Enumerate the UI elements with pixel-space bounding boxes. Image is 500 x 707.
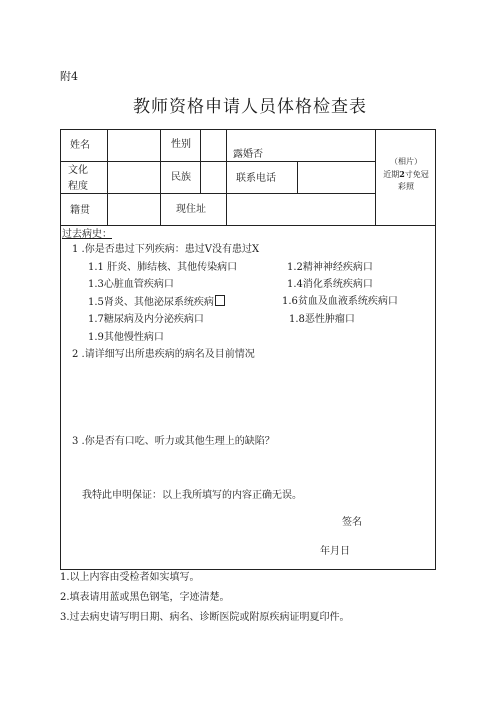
photo-placeholder [376, 156, 436, 193]
table-left-border [60, 129, 61, 570]
photo-line-2-pre: 近期 [383, 170, 400, 179]
history-question-2: 2 .请详细写出所患疾病的病名及目前情况 [72, 349, 255, 360]
history-question-3: 3 .你是否有口吃、听力或其他生理上的缺陷？ [72, 436, 275, 447]
gender-label: 性别 [171, 139, 191, 150]
note-2: 2.填表请用蓝或黑色钢笔，字迹清楚。 [60, 592, 230, 603]
form-title: 教师资格申请人员体格检查表 [133, 97, 367, 117]
disease-item-1-9: 1.9其他慢性病口 [88, 332, 164, 343]
history-heading: 过去病史： [62, 229, 112, 240]
table-top-border [60, 129, 436, 130]
phone-label: 联系电话 [236, 173, 276, 184]
note-3: 3.过去病史请写明日期、病名、诊断医院或附原疾病证明夏印件。 [60, 612, 350, 623]
attachment-label: 附4 [60, 70, 78, 83]
ethnicity-label: 民族 [171, 172, 191, 183]
declaration-text: 我特此申明保证：以上我所填写的内容正确无误。 [82, 490, 302, 501]
disease-item-1-4: 1.4消化系统疾病口 [287, 279, 373, 290]
photo-line-2-post: 寸免冠 [404, 170, 429, 179]
photo-line-1: （相片） [390, 157, 422, 166]
disease-item-1-5-label: 1.5肾炎、其他泌尿系统疾病 [88, 297, 214, 308]
date-label: 年月日 [320, 546, 350, 557]
col-divider-3 [200, 129, 201, 193]
photo-line-2-size: 2 [399, 169, 405, 179]
disease-item-1-8: 1.8恶性肿瘤口 [289, 314, 355, 325]
history-box-bottom-border [60, 569, 436, 570]
address-label: 现住址 [176, 204, 206, 215]
disease-item-1-5-checkbox[interactable] [215, 295, 225, 306]
col-divider-5 [297, 161, 298, 193]
note-1: 1.以上内容由受检者如实填写。 [60, 572, 200, 583]
table-right-border [435, 129, 436, 570]
photo-line-2 [376, 168, 436, 181]
disease-item-1-3: 1.3心脏血管疾病口 [88, 279, 174, 290]
disease-item-1-6: 1.6贫血及血液系统疾病口 [282, 296, 398, 307]
education-label-2: 程度 [68, 181, 88, 192]
disease-item-1-7: 1.7糖尿病及内分泌疾病口 [88, 314, 204, 325]
photo-line-3: 彩照 [398, 182, 414, 191]
history-question-1: 1 .你是否患过下列疾病：患过V没有患过X [72, 244, 260, 255]
signature-label: 签名 [342, 517, 362, 528]
marital-label: 露婚否 [233, 149, 263, 160]
disease-item-1-2: 1.2精神神经疾病口 [287, 262, 373, 273]
col-divider-4 [226, 129, 227, 225]
education-label-1: 文化 [68, 165, 88, 176]
col-divider-1 [107, 129, 108, 193]
name-label: 姓名 [70, 140, 90, 151]
disease-item-1-5 [88, 295, 225, 309]
col-divider-2 [160, 129, 161, 225]
origin-label: 籍贯 [70, 205, 90, 216]
disease-item-1-1: 1.1 肝炎、肺结核、其他传染病口 [88, 262, 238, 273]
col-divider-6 [107, 193, 108, 225]
table-bottom-border [60, 225, 436, 226]
